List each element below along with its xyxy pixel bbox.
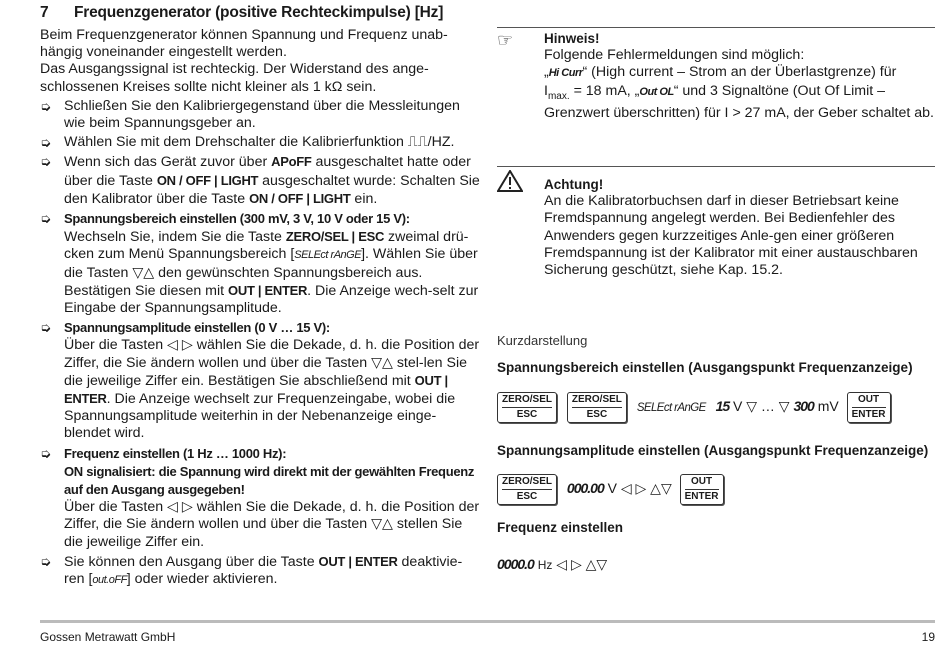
hinweis-text: Grenzwert überschritten) für I > 27 mA, der Geber schaltet ab. bbox=[544, 104, 934, 121]
subheading-amplitude: Spannungsamplitude einstellen (Ausgangspunkt Frequenzanzeige) bbox=[497, 443, 929, 458]
item-text: Wählen Sie mit dem Drehschalter die Kalibrierfunktion ⎍⎍/HZ. bbox=[64, 134, 455, 151]
subheading-range: Spannungsbereich einstellen (Ausgangspunkt Frequenzanzeige) bbox=[497, 360, 913, 375]
arrow-symbols: ◁ ▷ △▽ bbox=[620, 480, 672, 497]
item-text: deaktivie-ren [ bbox=[64, 553, 463, 588]
out-enter-key: OUT ENTER bbox=[847, 392, 891, 423]
hinweis-heading: Hinweis! bbox=[544, 31, 600, 46]
lcd-value: 000.00 bbox=[566, 480, 604, 497]
key-name: ON / OFF | LIGHT bbox=[249, 190, 351, 206]
zero-sel-esc-key: ZERO/SEL ESC bbox=[497, 474, 557, 505]
left-column bbox=[40, 27, 480, 589]
hinweis-text: Folgende Fehlermeldungen sind möglich: bbox=[544, 47, 805, 64]
intro-paragraph-2: Das Ausgangssignal ist rechteckig. Der Widerstand des ange-schlossenen Kreises sollte nicht kleiner als 1 kΩ sein. bbox=[40, 61, 429, 95]
item-heading: ON signalisiert: die Spannung wird direkt mit der gewählten Frequenz auf den Ausgang ausgegeben! bbox=[64, 463, 475, 498]
unit-label: V bbox=[733, 398, 743, 415]
lcd-text: SELEct rAnGE bbox=[636, 402, 706, 415]
unit-label: mV bbox=[817, 398, 839, 415]
key-name: APoFF bbox=[271, 154, 312, 170]
item-text: ] oder wieder aktivieren. bbox=[126, 571, 278, 588]
list-item bbox=[40, 319, 480, 442]
lcd-text: out.oFF bbox=[92, 574, 127, 587]
page-title bbox=[40, 4, 443, 22]
subheading-frequency: Frequenz einstellen bbox=[497, 520, 624, 535]
list-item bbox=[40, 98, 480, 132]
item-heading: Spannungsbereich einstellen (300 mV, 3 V, 10 V oder 15 V): bbox=[64, 211, 410, 227]
key-name: OUT | ENTER bbox=[318, 553, 398, 569]
sequence-range bbox=[497, 392, 891, 423]
item-text: ]. Wählen Sie über die Tasten ▽△ den gewünschten Spannungsbereich aus. Bestätigen Sie diesen mit bbox=[64, 246, 478, 299]
item-text: Schließen Sie den Kalibriergegenstand über die Messleitungen wie beim Spannungsgeber an. bbox=[64, 97, 460, 132]
lcd-value: 0000.0 bbox=[497, 556, 534, 572]
lcd-text: SELEct rAnGE bbox=[294, 249, 362, 262]
item-text: ausgeschaltet wurde: Schalten Sie den Kalibrator über die Taste bbox=[64, 172, 480, 207]
sequence-frequency bbox=[497, 556, 607, 573]
item-text: Wechseln Sie, indem Sie die Taste bbox=[64, 229, 286, 246]
key-name: ON / OFF | LIGHT bbox=[156, 172, 259, 188]
out-enter-key: OUT ENTER bbox=[680, 474, 724, 505]
arrow-bullet-icon: ➭ bbox=[40, 445, 51, 461]
hinweis-box bbox=[497, 30, 937, 140]
item-text: Wenn sich das Gerät zuvor über bbox=[64, 154, 272, 171]
achtung-heading: Achtung! bbox=[544, 177, 604, 192]
item-text: ein. bbox=[350, 190, 378, 207]
achtung-text: An die Kalibratorbuchsen darf in dieser Betriebsart keine Fremdspannung angelegt werden. Bei Bedienfehler des Anwenders gegen kurzzeitiges Anle-gen einer größeren Fremdspannung ist der Kalibrator mit einer austauschbaren Sicherung geschützt, siehe Kap. 15.2. bbox=[544, 193, 918, 279]
key-name: OUT | ENTER bbox=[228, 282, 308, 298]
list-item bbox=[40, 553, 480, 589]
intro-paragraph-1: Beim Frequenzgenerator können Spannung und Frequenz unab-hängig voneinander eingestellt werden. bbox=[40, 27, 448, 61]
list-item bbox=[40, 153, 480, 208]
divider bbox=[497, 166, 935, 167]
achtung-body bbox=[544, 176, 939, 279]
item-text: . Die Anzeige wech-selt zur Eingabe der Spannungsamplitude. bbox=[64, 282, 479, 317]
hand-pointer-icon: ☞ bbox=[497, 30, 514, 50]
zero-sel-esc-key: ZERO/SEL ESC bbox=[567, 392, 627, 423]
section-number: 7 bbox=[40, 4, 49, 21]
lcd-value: 300 bbox=[793, 398, 814, 415]
list-item bbox=[40, 210, 480, 317]
unit-label: V bbox=[607, 480, 617, 497]
key-name: ZERO/SEL | ESC bbox=[285, 229, 385, 245]
kurzdarstellung-title: Kurzdarstellung bbox=[497, 333, 588, 348]
hinweis-text: „Hi Curr“ (High current – Strom an der Überlastgrenze) für bbox=[544, 64, 897, 81]
list-item bbox=[40, 134, 480, 151]
zero-sel-esc-key: ZERO/SEL ESC bbox=[497, 392, 557, 423]
footer-company: Gossen Metrawatt GmbH bbox=[40, 630, 176, 644]
arrow-bullet-icon: ➭ bbox=[40, 135, 51, 151]
arrow-bullet-icon: ➭ bbox=[40, 98, 51, 114]
hinweis-body bbox=[544, 30, 939, 122]
divider bbox=[497, 27, 935, 28]
item-text: Sie können den Ausgang über die Taste bbox=[64, 553, 319, 570]
hinweis-text: $I_{max.} = 18$ mA, „Out OL“ und 3 Signaltöne (Out Of Limit – bbox=[544, 82, 886, 102]
item-text: ausgeschaltet hatte oder über die Taste bbox=[64, 154, 471, 189]
item-heading: Frequenz einstellen (1 Hz … 1000 Hz): bbox=[64, 445, 287, 461]
section-title: Frequenzgenerator (positive Rechteckimpulse) [Hz] bbox=[74, 4, 444, 21]
sequence-amplitude bbox=[497, 474, 724, 505]
lcd-value: 15 bbox=[715, 398, 730, 415]
item-text: Über die Tasten ◁ ▷ wählen Sie die Dekade, d. h. die Position der Ziffer, die Sie ändern wollen und über die Tasten ▽△ stel-len Sie die jeweilige Ziffer ein. Bestätigen Sie abschließend mit bbox=[64, 337, 480, 389]
footer-divider bbox=[40, 620, 935, 623]
item-heading: Spannungsamplitude einstellen (0 V … 15 V): bbox=[64, 320, 330, 336]
arrow-bullet-icon: ➭ bbox=[40, 553, 51, 569]
arrow-bullet-icon: ➭ bbox=[40, 320, 51, 336]
arrow-bullet-icon: ➭ bbox=[40, 154, 51, 170]
item-text: Über die Tasten ◁ ▷ wählen Sie die Dekade, d. h. die Position der Ziffer, die Sie ändern wollen und über die Tasten ▽△ stellen Sie die jeweilige Ziffer ein. bbox=[64, 499, 480, 550]
arrow-bullet-icon: ➭ bbox=[40, 211, 51, 227]
key-name: OUT | ENTER bbox=[64, 372, 448, 407]
arrow-symbols: ◁ ▷ △▽ bbox=[556, 556, 608, 572]
arrow-symbols: ▽ … ▽ bbox=[746, 398, 790, 415]
warning-triangle-icon bbox=[497, 170, 533, 197]
item-text: . Die Anzeige wechselt zur Frequenzeingabe, wobei die Spannungsamplitude weiterhin in der Nebenanzeige einge-blendet wird. bbox=[64, 391, 456, 442]
achtung-box bbox=[497, 170, 937, 295]
item-text: zweimal drü-cken zum Menü Spannungsbereich [ bbox=[64, 229, 469, 263]
unit-label: Hz bbox=[537, 558, 553, 572]
page-number: 19 bbox=[921, 630, 935, 644]
list-item bbox=[40, 445, 480, 551]
